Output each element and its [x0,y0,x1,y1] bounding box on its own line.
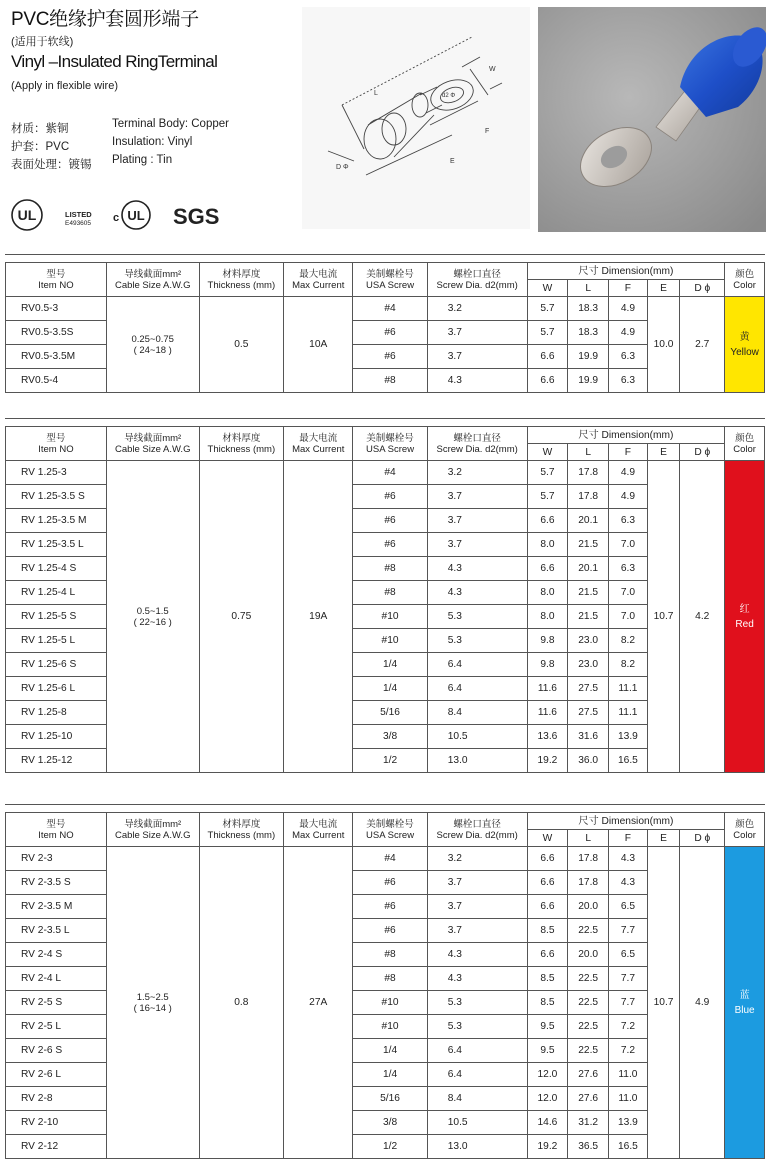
color-name-en: Red [735,618,754,630]
spec-insulation-en: Insulation: Vinyl [112,136,193,148]
dim-f-cell: 13.9 [609,1111,648,1135]
dim-l-cell: 20.0 [568,895,609,919]
usa-screw-cell: 3/8 [353,1111,427,1135]
dim-d-cell: 4.9 [680,847,725,1159]
item-no-cell: RV 1.25-12 [6,749,107,773]
dim-l-cell: 23.0 [568,653,609,677]
col-f: F [609,280,648,297]
item-no-cell: RV0.5-3.5S [6,321,107,345]
table-header-row [6,263,765,280]
dim-w-cell: 6.6 [527,871,568,895]
dim-d-cell: 2.7 [680,297,725,393]
cable-size: 0.25~0.75 [131,333,174,345]
dim-f-cell: 7.7 [609,919,648,943]
item-no-cell: RV 1.25-6 L [6,677,107,701]
col-cable: 导线截面mm² Cable Size A.W.G [106,813,199,847]
dim-l-cell: 21.5 [568,605,609,629]
screw-dia-cell: 3.7 [427,321,527,345]
dim-l-cell: 22.5 [568,991,609,1015]
usa-screw-cell: 5/16 [353,1087,427,1111]
usa-screw-cell: #6 [353,509,427,533]
col-dimension: 尺寸 Dimension(mm) [527,263,725,280]
screw-dia-cell: 5.3 [427,1015,527,1039]
dim-f-cell: 7.2 [609,1039,648,1063]
screw-dia-cell: 3.7 [427,919,527,943]
item-no-cell: RV 2-3.5 S [6,871,107,895]
color-cell [725,461,765,773]
page-title: PVC绝缘护套圆形端子 [11,9,199,30]
dim-w-cell: 6.6 [527,345,568,369]
usa-screw-cell: 3/8 [353,725,427,749]
dim-l-cell: 36.0 [568,749,609,773]
dim-w-cell: 6.6 [527,847,568,871]
dim-l-cell: 36.5 [568,1135,609,1159]
col-cable: 导线截面mm² Cable Size A.W.G [106,263,199,297]
dim-w-cell: 5.7 [527,485,568,509]
spec-material-cn: 材质：紫铜 [11,123,69,135]
terminal-drawing [302,7,530,229]
screw-dia-cell: 4.3 [427,943,527,967]
dim-w-cell: 8.5 [527,919,568,943]
usa-screw-cell: #10 [353,629,427,653]
screw-dia-cell: 4.3 [427,967,527,991]
table-row [6,297,765,321]
dim-w-cell: 14.6 [527,1111,568,1135]
screw-dia-cell: 3.7 [427,533,527,557]
col-l: L [568,830,609,847]
screw-dia-cell: 8.4 [427,701,527,725]
dim-l-cell: 22.5 [568,1039,609,1063]
dim-l-cell: 22.5 [568,967,609,991]
max-current-cell: 27A [284,847,353,1159]
item-no-cell: RV 1.25-5 L [6,629,107,653]
color-name-en: Blue [734,1004,755,1016]
col-e: E [647,444,680,461]
usa-screw-cell: #10 [353,1015,427,1039]
subtitle-en: (Apply in flexible wire) [11,80,118,92]
screw-dia-cell: 3.2 [427,847,527,871]
dim-l-cell: 17.8 [568,485,609,509]
usa-screw-cell: #4 [353,461,427,485]
col-l: L [568,280,609,297]
dim-f-cell: 8.2 [609,629,648,653]
dim-f-cell: 4.9 [609,321,648,345]
usa-screw-cell: #10 [353,605,427,629]
dim-w-cell: 9.8 [527,653,568,677]
dim-w-cell: 5.7 [527,461,568,485]
screw-dia-cell: 4.3 [427,581,527,605]
col-dimension: 尺寸 Dimension(mm) [527,813,725,830]
col-screw-dia: 螺栓口直径 Screw Dia. d2(mm) [427,813,527,847]
dim-l-cell: 31.6 [568,725,609,749]
col-w: W [527,280,568,297]
dim-w-cell: 12.0 [527,1087,568,1111]
item-no-cell: RV 2-5 L [6,1015,107,1039]
certification-logos [10,195,220,235]
dim-w-cell: 11.6 [527,701,568,725]
item-no-cell: RV 2-6 L [6,1063,107,1087]
usa-screw-cell: #8 [353,943,427,967]
dim-e-cell: 10.7 [647,461,680,773]
file-number: E493605 [65,220,92,227]
col-current: 最大电流 Max Current [284,263,353,297]
usa-screw-cell: #4 [353,847,427,871]
ul-logo-icon [10,195,220,235]
screw-dia-cell: 5.3 [427,991,527,1015]
cul-text: UL [127,208,145,223]
dim-l-cell: 23.0 [568,629,609,653]
col-w: W [527,444,568,461]
dim-d-cell: 4.2 [680,461,725,773]
item-no-cell: RV 2-12 [6,1135,107,1159]
item-no-cell: RV 1.25-3.5 L [6,533,107,557]
dim-l-cell: 21.5 [568,581,609,605]
dim-l-cell: 27.6 [568,1087,609,1111]
usa-screw-cell: 1/4 [353,1039,427,1063]
screw-dia-cell: 6.4 [427,677,527,701]
col-f: F [609,830,648,847]
listed-text: LISTED [65,210,92,219]
item-no-cell: RV0.5-4 [6,369,107,393]
dim-label-l: L [374,90,378,97]
color-swatch [725,461,764,772]
dim-f-cell: 11.0 [609,1087,648,1111]
dim-w-cell: 9.5 [527,1039,568,1063]
cable-awg: ( 16~14 ) [133,1002,172,1014]
dim-w-cell: 11.6 [527,677,568,701]
item-no-cell: RV 1.25-6 S [6,653,107,677]
dim-w-cell: 8.5 [527,991,568,1015]
screw-dia-cell: 3.7 [427,895,527,919]
usa-screw-cell: #6 [353,533,427,557]
ul-text: UL [17,207,37,223]
screw-dia-cell: 4.3 [427,369,527,393]
dim-f-cell: 7.7 [609,991,648,1015]
col-dimension: 尺寸 Dimension(mm) [527,427,725,444]
color-name-cn: 红 [739,603,750,615]
col-d: D ϕ [680,830,725,847]
screw-dia-cell: 3.7 [427,871,527,895]
section-divider [5,254,765,255]
c-mark: c [113,212,120,224]
screw-dia-cell: 10.5 [427,1111,527,1135]
screw-dia-cell: 3.7 [427,509,527,533]
dim-f-cell: 6.5 [609,895,648,919]
screw-dia-cell: 6.4 [427,1063,527,1087]
dim-f-cell: 11.1 [609,677,648,701]
usa-screw-cell: #8 [353,967,427,991]
thickness-cell: 0.75 [199,461,284,773]
max-current-cell: 19A [284,461,353,773]
usa-screw-cell: #6 [353,871,427,895]
dim-f-cell: 13.9 [609,725,648,749]
dim-l-cell: 21.5 [568,533,609,557]
table-header-row [6,813,765,830]
dim-w-cell: 6.6 [527,509,568,533]
item-no-cell: RV 1.25-4 S [6,557,107,581]
spec-plating-en: Plating : Tin [112,154,173,166]
dim-f-cell: 7.2 [609,1015,648,1039]
title-en: Vinyl –Insulated RingTerminal [11,52,218,71]
screw-dia-cell: 13.0 [427,749,527,773]
screw-dia-cell: 3.2 [427,461,527,485]
screw-dia-cell: 4.3 [427,557,527,581]
dim-l-cell: 17.8 [568,461,609,485]
usa-screw-cell: 1/2 [353,1135,427,1159]
cable-size-cell [106,847,199,1159]
dim-w-cell: 8.0 [527,581,568,605]
dim-f-cell: 7.7 [609,967,648,991]
usa-screw-cell: #8 [353,581,427,605]
table-row [6,847,765,871]
col-screw-dia: 螺栓口直径 Screw Dia. d2(mm) [427,263,527,297]
dim-f-cell: 7.0 [609,533,648,557]
dim-l-cell: 19.9 [568,345,609,369]
cable-size: 1.5~2.5 [136,991,169,1003]
col-screw-dia: 螺栓口直径 Screw Dia. d2(mm) [427,427,527,461]
dim-l-cell: 27.5 [568,701,609,725]
dim-w-cell: 6.6 [527,557,568,581]
dim-w-cell: 6.6 [527,369,568,393]
dim-label-e: E [450,158,455,165]
thickness-cell: 0.8 [199,847,284,1159]
dim-l-cell: 31.2 [568,1111,609,1135]
product-photo [538,7,766,232]
col-thickness: 材料厚度 Thickness (mm) [199,263,284,297]
item-no-cell: RV0.5-3.5M [6,345,107,369]
cable-size: 0.5~1.5 [136,605,169,617]
usa-screw-cell: #4 [353,297,427,321]
dim-l-cell: 18.3 [568,321,609,345]
screw-dia-cell: 13.0 [427,1135,527,1159]
usa-screw-cell: 1/4 [353,677,427,701]
dim-f-cell: 8.2 [609,653,648,677]
usa-screw-cell: 5/16 [353,701,427,725]
dim-l-cell: 20.1 [568,509,609,533]
dim-l-cell: 20.1 [568,557,609,581]
item-no-cell: RV 1.25-3.5 S [6,485,107,509]
screw-dia-cell: 10.5 [427,725,527,749]
dim-w-cell: 6.6 [527,943,568,967]
screw-dia-cell: 3.7 [427,485,527,509]
dim-l-cell: 18.3 [568,297,609,321]
screw-dia-cell: 5.3 [427,629,527,653]
screw-dia-cell: 6.4 [427,1039,527,1063]
section-divider [5,418,765,419]
item-no-cell: RV 1.25-5 S [6,605,107,629]
item-no-cell: RV 2-6 S [6,1039,107,1063]
col-item: 型号 Item NO [6,813,107,847]
dim-f-cell: 7.0 [609,581,648,605]
spec-table-yellow [5,262,765,393]
usa-screw-cell: #10 [353,991,427,1015]
col-cable: 导线截面mm² Cable Size A.W.G [106,427,199,461]
dim-f-cell: 4.9 [609,461,648,485]
dim-w-cell: 19.2 [527,749,568,773]
dim-l-cell: 19.9 [568,369,609,393]
color-swatch [725,847,764,1158]
item-no-cell: RV 2-4 S [6,943,107,967]
dim-w-cell: 13.6 [527,725,568,749]
dim-f-cell: 11.0 [609,1063,648,1087]
usa-screw-cell: #6 [353,895,427,919]
dim-l-cell: 20.0 [568,943,609,967]
col-thickness: 材料厚度 Thickness (mm) [199,427,284,461]
item-no-cell: RV 2-3.5 L [6,919,107,943]
col-item: 型号 Item NO [6,427,107,461]
thickness-cell: 0.5 [199,297,284,393]
max-current-cell: 10A [284,297,353,393]
usa-screw-cell: #6 [353,485,427,509]
dim-w-cell: 6.6 [527,895,568,919]
col-e: E [647,280,680,297]
spec-insulation-cn: 护套：PVC [11,141,70,153]
item-no-cell: RV 1.25-3.5 M [6,509,107,533]
dim-f-cell: 6.3 [609,557,648,581]
dim-f-cell: 4.9 [609,485,648,509]
col-color: 颜色 Color [725,427,765,461]
table-row [6,461,765,485]
screw-dia-cell: 3.7 [427,345,527,369]
dim-f-cell: 7.0 [609,605,648,629]
usa-screw-cell: #8 [353,369,427,393]
spec-material-en: Terminal Body: Copper [112,118,229,130]
item-no-cell: RV 2-8 [6,1087,107,1111]
cable-awg: ( 24~18 ) [133,344,172,356]
item-no-cell: RV 2-3 [6,847,107,871]
col-color: 颜色 Color [725,263,765,297]
usa-screw-cell: 1/4 [353,1063,427,1087]
col-item: 型号 Item NO [6,263,107,297]
item-no-cell: RV 1.25-3 [6,461,107,485]
col-usa-screw: 美制螺栓号 USA Screw [353,813,427,847]
color-swatch [725,297,764,392]
cable-awg: ( 22~16 ) [133,616,172,628]
dim-f-cell: 6.3 [609,509,648,533]
color-name-cn: 黄 [739,331,750,343]
table-header-row [6,427,765,444]
spec-plating-cn: 表面处理：镀锡 [11,159,92,171]
usa-screw-cell: #8 [353,557,427,581]
item-no-cell: RV 2-5 S [6,991,107,1015]
dim-f-cell: 16.5 [609,1135,648,1159]
screw-dia-cell: 5.3 [427,605,527,629]
item-no-cell: RV 1.25-10 [6,725,107,749]
dim-l-cell: 22.5 [568,919,609,943]
dim-e-cell: 10.7 [647,847,680,1159]
spec-table-blue [5,812,765,1159]
color-cell [725,847,765,1159]
section-divider [5,804,765,805]
dim-w-cell: 19.2 [527,1135,568,1159]
usa-screw-cell: 1/2 [353,749,427,773]
dim-label-w: W [489,66,496,73]
col-w: W [527,830,568,847]
col-thickness: 材料厚度 Thickness (mm) [199,813,284,847]
usa-screw-cell: #6 [353,321,427,345]
dim-f-cell: 11.1 [609,701,648,725]
dim-f-cell: 6.3 [609,369,648,393]
item-no-cell: RV0.5-3 [6,297,107,321]
dim-w-cell: 5.7 [527,321,568,345]
col-usa-screw: 美制螺栓号 USA Screw [353,263,427,297]
dim-l-cell: 17.8 [568,847,609,871]
dim-f-cell: 16.5 [609,749,648,773]
item-no-cell: RV 1.25-4 L [6,581,107,605]
item-no-cell: RV 2-10 [6,1111,107,1135]
screw-dia-cell: 3.2 [427,297,527,321]
dim-label-d: D Φ [336,164,349,171]
cable-size-cell [106,461,199,773]
dim-l-cell: 27.6 [568,1063,609,1087]
item-no-cell: RV 2-4 L [6,967,107,991]
usa-screw-cell: #6 [353,345,427,369]
dim-l-cell: 22.5 [568,1015,609,1039]
cable-size-cell [106,297,199,393]
color-cell [725,297,765,393]
dim-w-cell: 9.8 [527,629,568,653]
dim-label-f: F [485,128,490,135]
color-name-cn: 蓝 [739,989,750,1001]
dim-l-cell: 27.5 [568,677,609,701]
col-usa-screw: 美制螺栓号 USA Screw [353,427,427,461]
item-no-cell: RV 2-3.5 M [6,895,107,919]
screw-dia-cell: 6.4 [427,653,527,677]
subtitle-cn: (适用于软线) [11,36,74,48]
dim-l-cell: 17.8 [568,871,609,895]
dim-w-cell: 5.7 [527,297,568,321]
color-name-en: Yellow [730,346,759,358]
col-d: D ϕ [680,444,725,461]
usa-screw-cell: 1/4 [353,653,427,677]
col-color: 颜色 Color [725,813,765,847]
dim-e-cell: 10.0 [647,297,680,393]
dim-w-cell: 8.0 [527,605,568,629]
screw-dia-cell: 8.4 [427,1087,527,1111]
dim-w-cell: 9.5 [527,1015,568,1039]
dim-label-d2: d2 Φ [442,93,456,99]
dim-w-cell: 12.0 [527,1063,568,1087]
dim-w-cell: 8.5 [527,967,568,991]
dim-f-cell: 4.3 [609,871,648,895]
col-current: 最大电流 Max Current [284,427,353,461]
dim-f-cell: 6.3 [609,345,648,369]
item-no-cell: RV 1.25-8 [6,701,107,725]
col-d: D ϕ [680,280,725,297]
col-l: L [568,444,609,461]
sgs-logo: SGS [173,204,220,229]
dim-f-cell: 4.9 [609,297,648,321]
col-current: 最大电流 Max Current [284,813,353,847]
col-e: E [647,830,680,847]
dim-f-cell: 4.3 [609,847,648,871]
usa-screw-cell: #6 [353,919,427,943]
col-f: F [609,444,648,461]
dim-w-cell: 8.0 [527,533,568,557]
spec-table-red [5,426,765,773]
dim-f-cell: 6.5 [609,943,648,967]
